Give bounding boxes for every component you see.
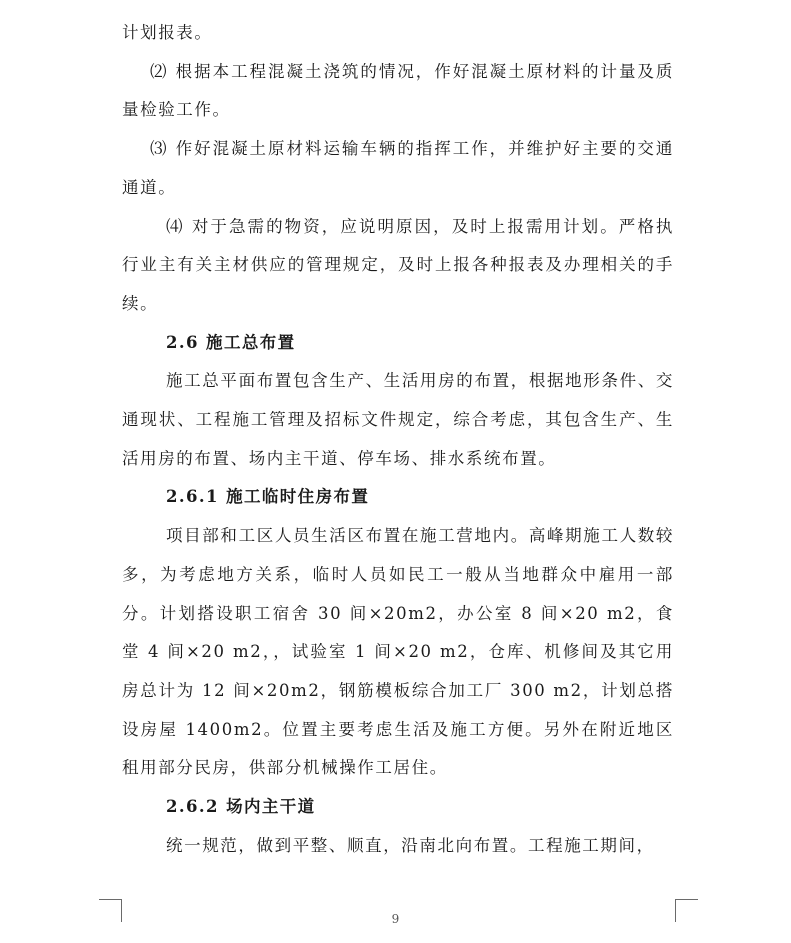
body-paragraph: 施工总平面布置包含生产、生活用房的布置，根据地形条件、交通现状、工程施工管理及招标文件规定，综合考虑，其包含生产、生活用房的布置、场内主干道、停车场、排水系统布置。 xyxy=(122,371,674,468)
list-item-2: ⑵ 根据本工程混凝土浇筑的情况，作好混凝土原材料的计量及质量检验工作。 xyxy=(122,61,674,120)
document-body xyxy=(122,14,674,865)
paragraph-continuation: 计划报表。 xyxy=(122,23,213,42)
body-paragraph: 统一规范，做到平整、顺直，沿南北向布置。工程施工期间， xyxy=(166,835,655,855)
list-item-3: ⑶ 作好混凝土原材料运输车辆的指挥工作，并维护好主要的交通通道。 xyxy=(122,139,674,197)
list-item-4: ⑷ 对于急需的物资，应说明原因，及时上报需用计划。严格执行业主有关主材供应的管理规定，及时上报各种报表及办理相关的手续。 xyxy=(122,216,674,313)
section-heading-2-6: 2.6 施工总布置 xyxy=(166,332,296,352)
page-number: 9 xyxy=(391,912,400,926)
body-paragraph: 项目部和工区人员生活区布置在施工营地内。高峰期施工人数较多，为考虑地方关系，临时人员如民工一般从当地群众中雇用一部分。计划搭设职工宿舍 30 间×20m2，办公室 8 间×20 m2，食堂 4 间×20 m2，，试验室 1 间×20 m2，仓库、机修间及其它用房总计为 12 间×20m2，钢筋模板综合加工厂 300 m2，计划总搭设房屋 1400m2。位置主要考虑生活及施工方便。另外在附近地区租用部分民房，供部分机械操作工居住。 xyxy=(122,526,674,778)
section-heading-2-6-1: 2.6.1 施工临时住房布置 xyxy=(166,487,370,507)
section-heading-2-6-2: 2.6.2 场内主干道 xyxy=(166,797,316,817)
